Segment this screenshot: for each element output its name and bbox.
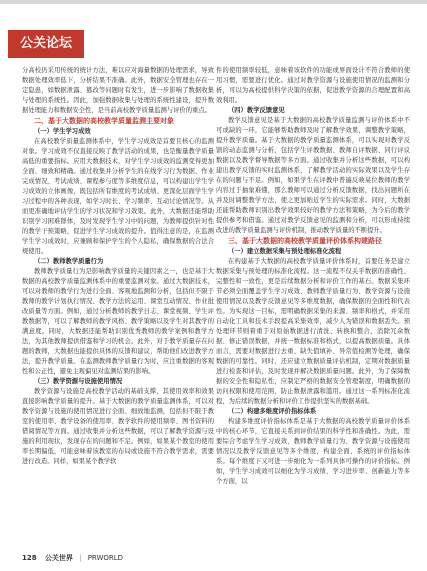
magazine-name: 公关世界	[44, 554, 73, 562]
section-heading: 二、基于大数据的高校教学质量监测主要对象	[34, 117, 174, 125]
section-label: 公关论坛	[8, 30, 84, 58]
subsection-heading: （四）教学反馈意见	[228, 107, 285, 114]
paragraph: 在高校教学质量监测体系中，学生学习成效是首要且核心的监测对象。学习成效不仅直接反映了教学活动的成果，也是衡量教学质量高低的重要指标。应用大数据技术，对学生学习成效的监测变得更加全面、细致和精确。通过收集并分析学生的在线学习行为数据、作业完成情况、考试成绩、课程参与度等多维度信息，可以构建出学生学习成效的立体画像，既包括所有维度的考试成绩、更深化层面学生学习过程中的各种表现，如学习时长、学习频率、互动讨论情况等。从而更准确地评估学生的学习状况和学习效果。此外，大数据还能帮助识别学习困难群体，及时发现学生学习中的问题，为教师提供针对性的教学干预策略，促进学生学习成效的提升。值得注意的是，在监测学生学习成效时，应兼顾和保护学生的个人隐私，确保数据的合法合规使用。	[22, 138, 214, 255]
left-column	[22, 66, 214, 467]
paragraph: 教师教学质量行为是影响教学质量的关键因素之一，也是基于大数据的高校教学质量监测体系中的重要监测对象。通过大数据技术，可以对教师的教学行为进行全面、客观地监测和分析，包括但不限于教师的教学计划执行情况、教学方法的运用、课堂互动情况、作业批改质量等方面。例如，通过分析教师的教学日志、课堂视频、学生评教数据等，可以了解教师的教学风格、教学策略以及学生对其教学的满意度。同时，大数据还能帮助识别优秀教师的教学案例和教学方法，为其他教师提供借鉴和学习的机会。此外，对于教学质量存在问题的教师，大数据也能提供具体的反馈和建议，帮助他们改进教学方法，提升教学质量。在监测教师教学质量行为时，应注重数据的客观性和公正性，避免主观偏见对监测结果的影响。	[22, 268, 214, 375]
page-footer	[22, 553, 123, 563]
right-column	[216, 66, 410, 487]
subsection-heading: （三）教学资源与设施使用情况	[34, 378, 123, 385]
subsection-heading: （二）构建多维度评价指标体系	[228, 408, 317, 415]
paragraph: 构建多维度评价指标体系是基于大数据的高校教学质量评价体系中的核心环节，它直接关系到评价结果的科学性和准确性。为此，需要综合考虑学生学习成效、教师教学质量行为、教学资源与设施使用情况以及教学反馈意见等多个维度，构建全面、系统的评价指标体系。每个维度下又可进一步细化为一系列具体可操作的评价指标。例如，学生学习成效可以细化为学习成绩、学习进步率、创新能力等多个方面，以	[216, 418, 410, 485]
paragraph: 在构建基于大数据的高校教学质量评价体系时，首要任务是建立数据采集与预处理的标准化流程。这一流程不仅关乎数据的准确性、完整性和一致性，更是后续数据分析和评价工作的基石。数据采集环节必须全面覆盖学生学习成效、教师教学质量行为、教学资源与设施使用情况以及教学反馈意见等多维度数据，确保数据的全面性和代表性。为实现这一目标，需明确数据采集的来源、频率和格式，并采用自动化工具和技术手段提高采集效率，减少人为错误和数据丢失。预处理环节则着重于对原始数据进行清洗、转换和整合，消除冗余数据、修正错误数据，并统一数据标准和格式，以提高数据质量。具体而言，需要对数据进行去重、缺失值填补、异常值检测等处理，确保数据的可靠性。同时，还应建立数据质量评估机制，定期对数据质量进行检查和评估，及时发现并解决数据质量问题。此外，为了保障数据的安全性和隐私性，应制定严格的数据安全管理制度，明确数据的访问权限和使用范围，防止数据泄露和滥用。通过这一系列标准化流程，为后续的数据分析和评价工作提供坚实的数据基础。	[216, 258, 410, 405]
footer-separator: |	[79, 554, 82, 562]
subsection-heading: （一）建立数据采集与预处理标准化流程	[228, 248, 342, 255]
top-strip	[0, 0, 427, 4]
paragraph: 件的使用频率较低，意味着该软件的功能或界面设计不符合教师的使用习惯，需要进行优化。通过对教学资源与设施使用情况的监测和分析，可以为高校提供科学决策的依据，促进教学资源的合理配置和高效利用。	[216, 67, 410, 104]
section-heading: 三、基于大数据的高校教学质量评价体系构建路径	[228, 237, 382, 245]
page-number: 128	[22, 554, 37, 562]
paragraph: 分高校仍采用传统的统计方法，难以应对海量数据的处理需求，导致数据处理效率低下，分析结果不准确。此外，数据安全管理也存在一定隐患，如数据泄露、篡改等问题时有发生，进一步影响了数据收集与处理的系统性。因此，加强数据收集与处理的系统性建设，提升数据处理能力和数据安全性，是当前高校教学质量监测与评价的重点。	[22, 67, 214, 114]
subsection-heading: （二）教师教学质量行为	[34, 258, 104, 265]
magazine-name-en: PRWORLD	[87, 554, 124, 562]
paragraph: 教学资源与设施是高校教学活动的基础支撑，其使用效率和效果直接影响教学质量的提升。基于大数据的教学质量监测体系，可以对教学资源与设施的使用情况进行全面、细致地监测，包括但不限于教室的使用率、教学设备的使用率、教学软件的使用频率、图书资料的借阅情况等方面。通过收集并分析这些数据，可以了解教学资源与设施的利用现状，发现存在的问题和不足。例如，如果某个教室的使用率长期偏低，可能意味着该教室的布局或设施不符合教学需求，需要进行改造。同样，如果某个教学软	[22, 388, 214, 465]
subsection-heading: （一）学生学习成效	[34, 128, 91, 135]
paragraph: 教学反馈意见是基于大数据的高校教学质量监测与评价体系中不可或缺的一环，它能够帮助教师及时了解教学效果，调整教学策略，提升教学质量。基于大数据的教学质量监测体系，可以实现对教学反馈的动态监测与分析，包括学生评教数据、教师自评数据、同行评议数据以及教学督导数据等多方面。通过收集并分析这些数据，可以构建出教学反馈的实时监测体系，了解教学活动的实际效果以及学生存在的问题与不足。例如，如果学生在评教中普遍反映某位教师的教学内容过于抽象难懂，那么教师可以通过分析反馈数据，找出问题所在并及时调整教学方法，使之更加贴近学生的实际需求。同时，大数据还能帮助教师识别出教学效果较好的教学方法和策略，为今后的教学提供参考和借鉴。通过对教学反馈意见的监测和分析，可以形成持续改进的教学质量监测与评价机制，推动教学质量的不断提升。	[216, 117, 410, 234]
